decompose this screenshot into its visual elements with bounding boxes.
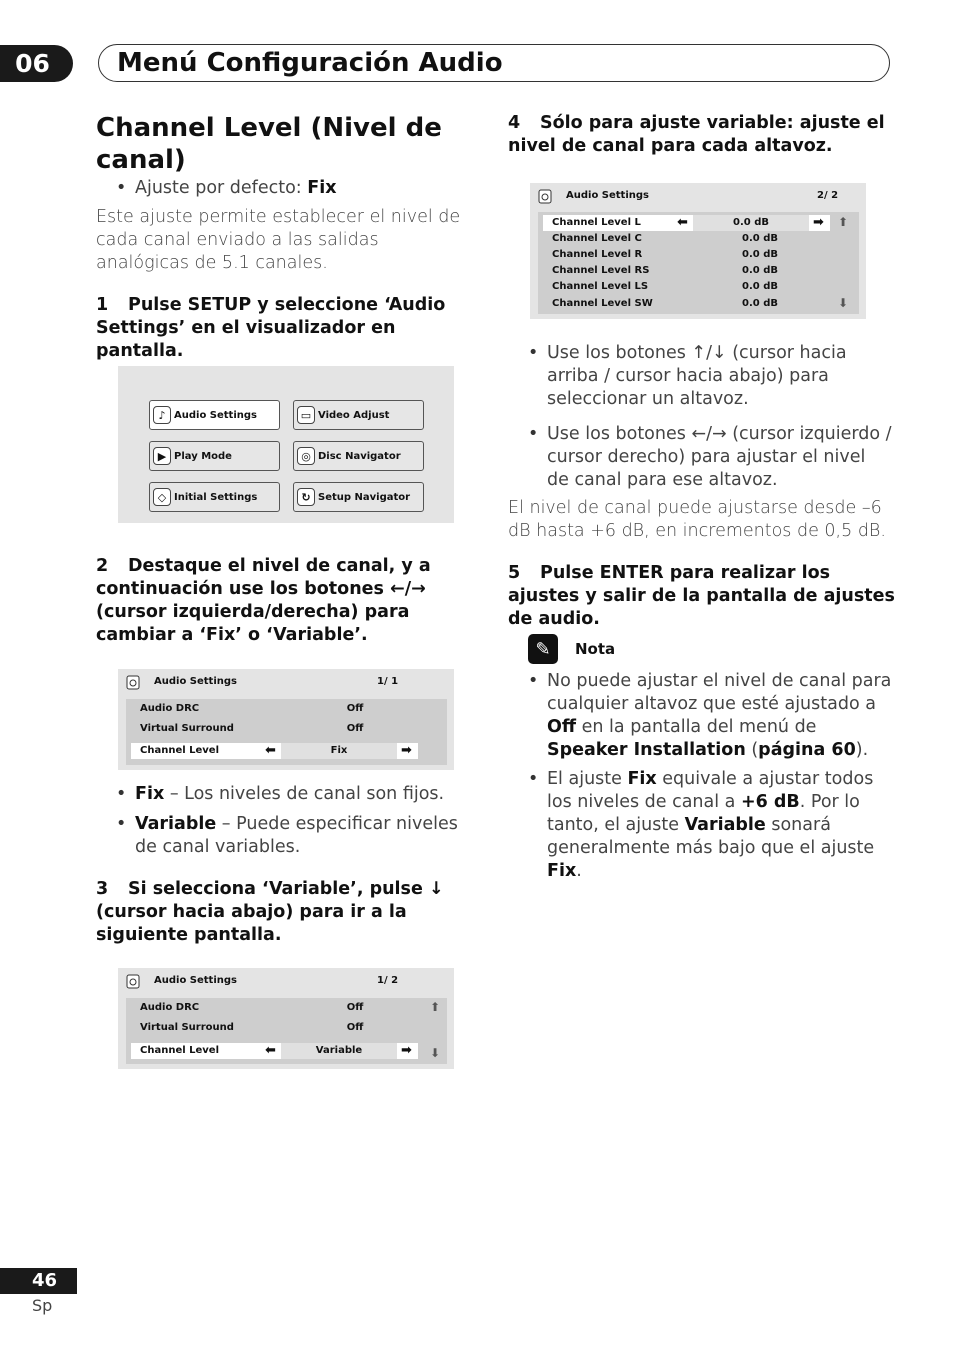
setting-row[interactable]: Audio DRC Off xyxy=(140,703,364,714)
default-setting: • Ajuste por defecto: Fix xyxy=(135,177,337,200)
arrow-right-icon[interactable]: ➡ xyxy=(813,215,824,230)
screen-title: Audio Settings xyxy=(154,676,237,687)
menu-video-adjust[interactable]: ▭ Video Adjust xyxy=(293,400,424,430)
screen-page: 2/ 2 xyxy=(817,190,839,201)
arrow-right-icon[interactable]: ➡ xyxy=(401,1043,412,1058)
note-pencil-icon: ✎ xyxy=(528,634,558,664)
range-text: El nivel de canal puede ajustarse desde –6 dB hasta +6 dB, en incrementos de 0,5 dB. xyxy=(508,498,886,541)
menu-play-mode[interactable]: ▶ Play Mode xyxy=(149,441,280,471)
setting-row[interactable]: Audio DRC Off xyxy=(140,1002,364,1013)
arrow-left-icon[interactable]: ⬅ xyxy=(677,215,688,230)
screen-title: Audio Settings xyxy=(566,190,649,201)
setting-row-selected[interactable]: Channel Level ⬅ Variable ➡ xyxy=(131,1043,418,1059)
channel-level-screen xyxy=(530,183,866,319)
note-title: Nota xyxy=(575,640,616,658)
setup-menu-screen xyxy=(118,366,454,523)
menu-disc-navigator[interactable]: ◎ Disc Navigator xyxy=(293,441,424,471)
channel-row[interactable]: Channel Level C 0.0 dB xyxy=(552,233,778,244)
speaker-icon: ♪ xyxy=(153,406,171,424)
channel-row[interactable]: Channel Level RS 0.0 dB xyxy=(552,265,778,276)
step-4: 4 Sólo para ajuste variable: ajuste el nivel de canal para cada altavoz. xyxy=(508,113,885,156)
screen-page: 1/ 1 xyxy=(377,676,399,687)
tv-icon: ▭ xyxy=(297,406,315,424)
page-number: 46 xyxy=(0,1268,77,1294)
chapter-title: Menú Configuración Audio xyxy=(98,44,890,82)
channel-row[interactable]: Channel Level R 0.0 dB xyxy=(552,249,778,260)
menu-audio-settings[interactable]: ♪ Audio Settings xyxy=(149,400,280,430)
section-heading: Channel Level (Nivel de canal) xyxy=(96,113,442,175)
step-1: 1 Pulse SETUP y seleccione ‘Audio Settings’ en el visualizador en pantalla. xyxy=(96,295,446,361)
note-1: • No puede ajustar el nivel de canal para cualquier altavoz que esté ajustado a Off en la pantalla del menú de Speaker Installation (página 60). xyxy=(547,670,892,762)
step-3: 3 Si selecciona ‘Variable’, pulse ↓ (cursor hacia abajo) para ir a la siguiente pantalla. xyxy=(96,879,444,945)
step-5: 5 Pulse ENTER para realizar los ajustes y salir de la pantalla de ajustes de audio. xyxy=(508,563,895,629)
fix-bullet: • Fix – Los niveles de canal son fijos. xyxy=(135,783,475,806)
scroll-down-icon[interactable]: ⬇ xyxy=(430,1046,441,1060)
channel-row[interactable]: Channel Level LS 0.0 dB xyxy=(552,281,778,292)
scroll-up-icon[interactable]: ⬆ xyxy=(430,1000,441,1014)
arrow-left-icon[interactable]: ⬅ xyxy=(265,743,276,758)
audio-settings-icon xyxy=(536,187,554,205)
step-2: 2 Destaque el nivel de canal, y a continuación use los botones ←/→ (cursor izquierda/derecha) para cambiar a ‘Fix’ o ‘Variable’. xyxy=(96,556,431,645)
channel-row-selected[interactable]: Channel Level L ⬅ 0.0 dB ➡ xyxy=(543,215,830,231)
settings-panel xyxy=(126,699,447,765)
disc-icon: ◎ xyxy=(297,447,315,465)
language-code: Sp xyxy=(32,1296,53,1315)
setting-row[interactable]: Virtual Surround Off xyxy=(140,723,364,734)
chapter-badge: 06 xyxy=(0,45,73,82)
variable-bullet: • Variable – Puede especificar niveles de canal variables. xyxy=(135,813,475,859)
note-2: • El ajuste Fix equivale a ajustar todos los niveles de canal a +6 dB. Por lo tanto, el ajuste Variable sonará generalmente más bajo que el ajuste Fix. xyxy=(547,768,892,883)
audio-settings-icon xyxy=(124,972,142,990)
scroll-up-icon[interactable]: ⬆ xyxy=(838,215,849,229)
bullet-left-right: • Use los botones ←/→ (cursor izquierdo / cursor derecho) para ajustar el nivel de canal para ese altavoz. xyxy=(547,423,892,492)
settings-panel xyxy=(126,998,447,1064)
navigator-icon: ↻ xyxy=(297,488,315,506)
audio-settings-icon xyxy=(124,673,142,691)
channel-row[interactable]: Channel Level SW 0.0 dB xyxy=(552,298,778,309)
intro-text: Este ajuste permite establecer el nivel de cada canal enviado a las salidas analógicas de 5.1 canales. xyxy=(96,207,461,273)
screen-title: Audio Settings xyxy=(154,975,237,986)
arrow-right-icon[interactable]: ➡ xyxy=(401,743,412,758)
scroll-down-icon[interactable]: ⬇ xyxy=(838,296,849,310)
menu-initial-settings[interactable]: ◇ Initial Settings xyxy=(149,482,280,512)
arrow-left-icon[interactable]: ⬅ xyxy=(265,1043,276,1058)
audio-settings-screen-variable xyxy=(118,968,454,1069)
menu-setup-navigator[interactable]: ↻ Setup Navigator xyxy=(293,482,424,512)
bullet-up-down: • Use los botones ↑/↓ (cursor hacia arriba / cursor hacia abajo) para seleccionar un altavoz. xyxy=(547,342,892,411)
play-mode-icon: ▶ xyxy=(153,447,171,465)
initial-settings-icon: ◇ xyxy=(153,488,171,506)
channel-panel xyxy=(538,212,859,314)
setting-row[interactable]: Virtual Surround Off xyxy=(140,1022,364,1033)
audio-settings-screen-fix xyxy=(118,669,454,770)
setting-row-selected[interactable]: Channel Level ⬅ Fix ➡ xyxy=(131,743,418,759)
screen-page: 1/ 2 xyxy=(377,975,399,986)
